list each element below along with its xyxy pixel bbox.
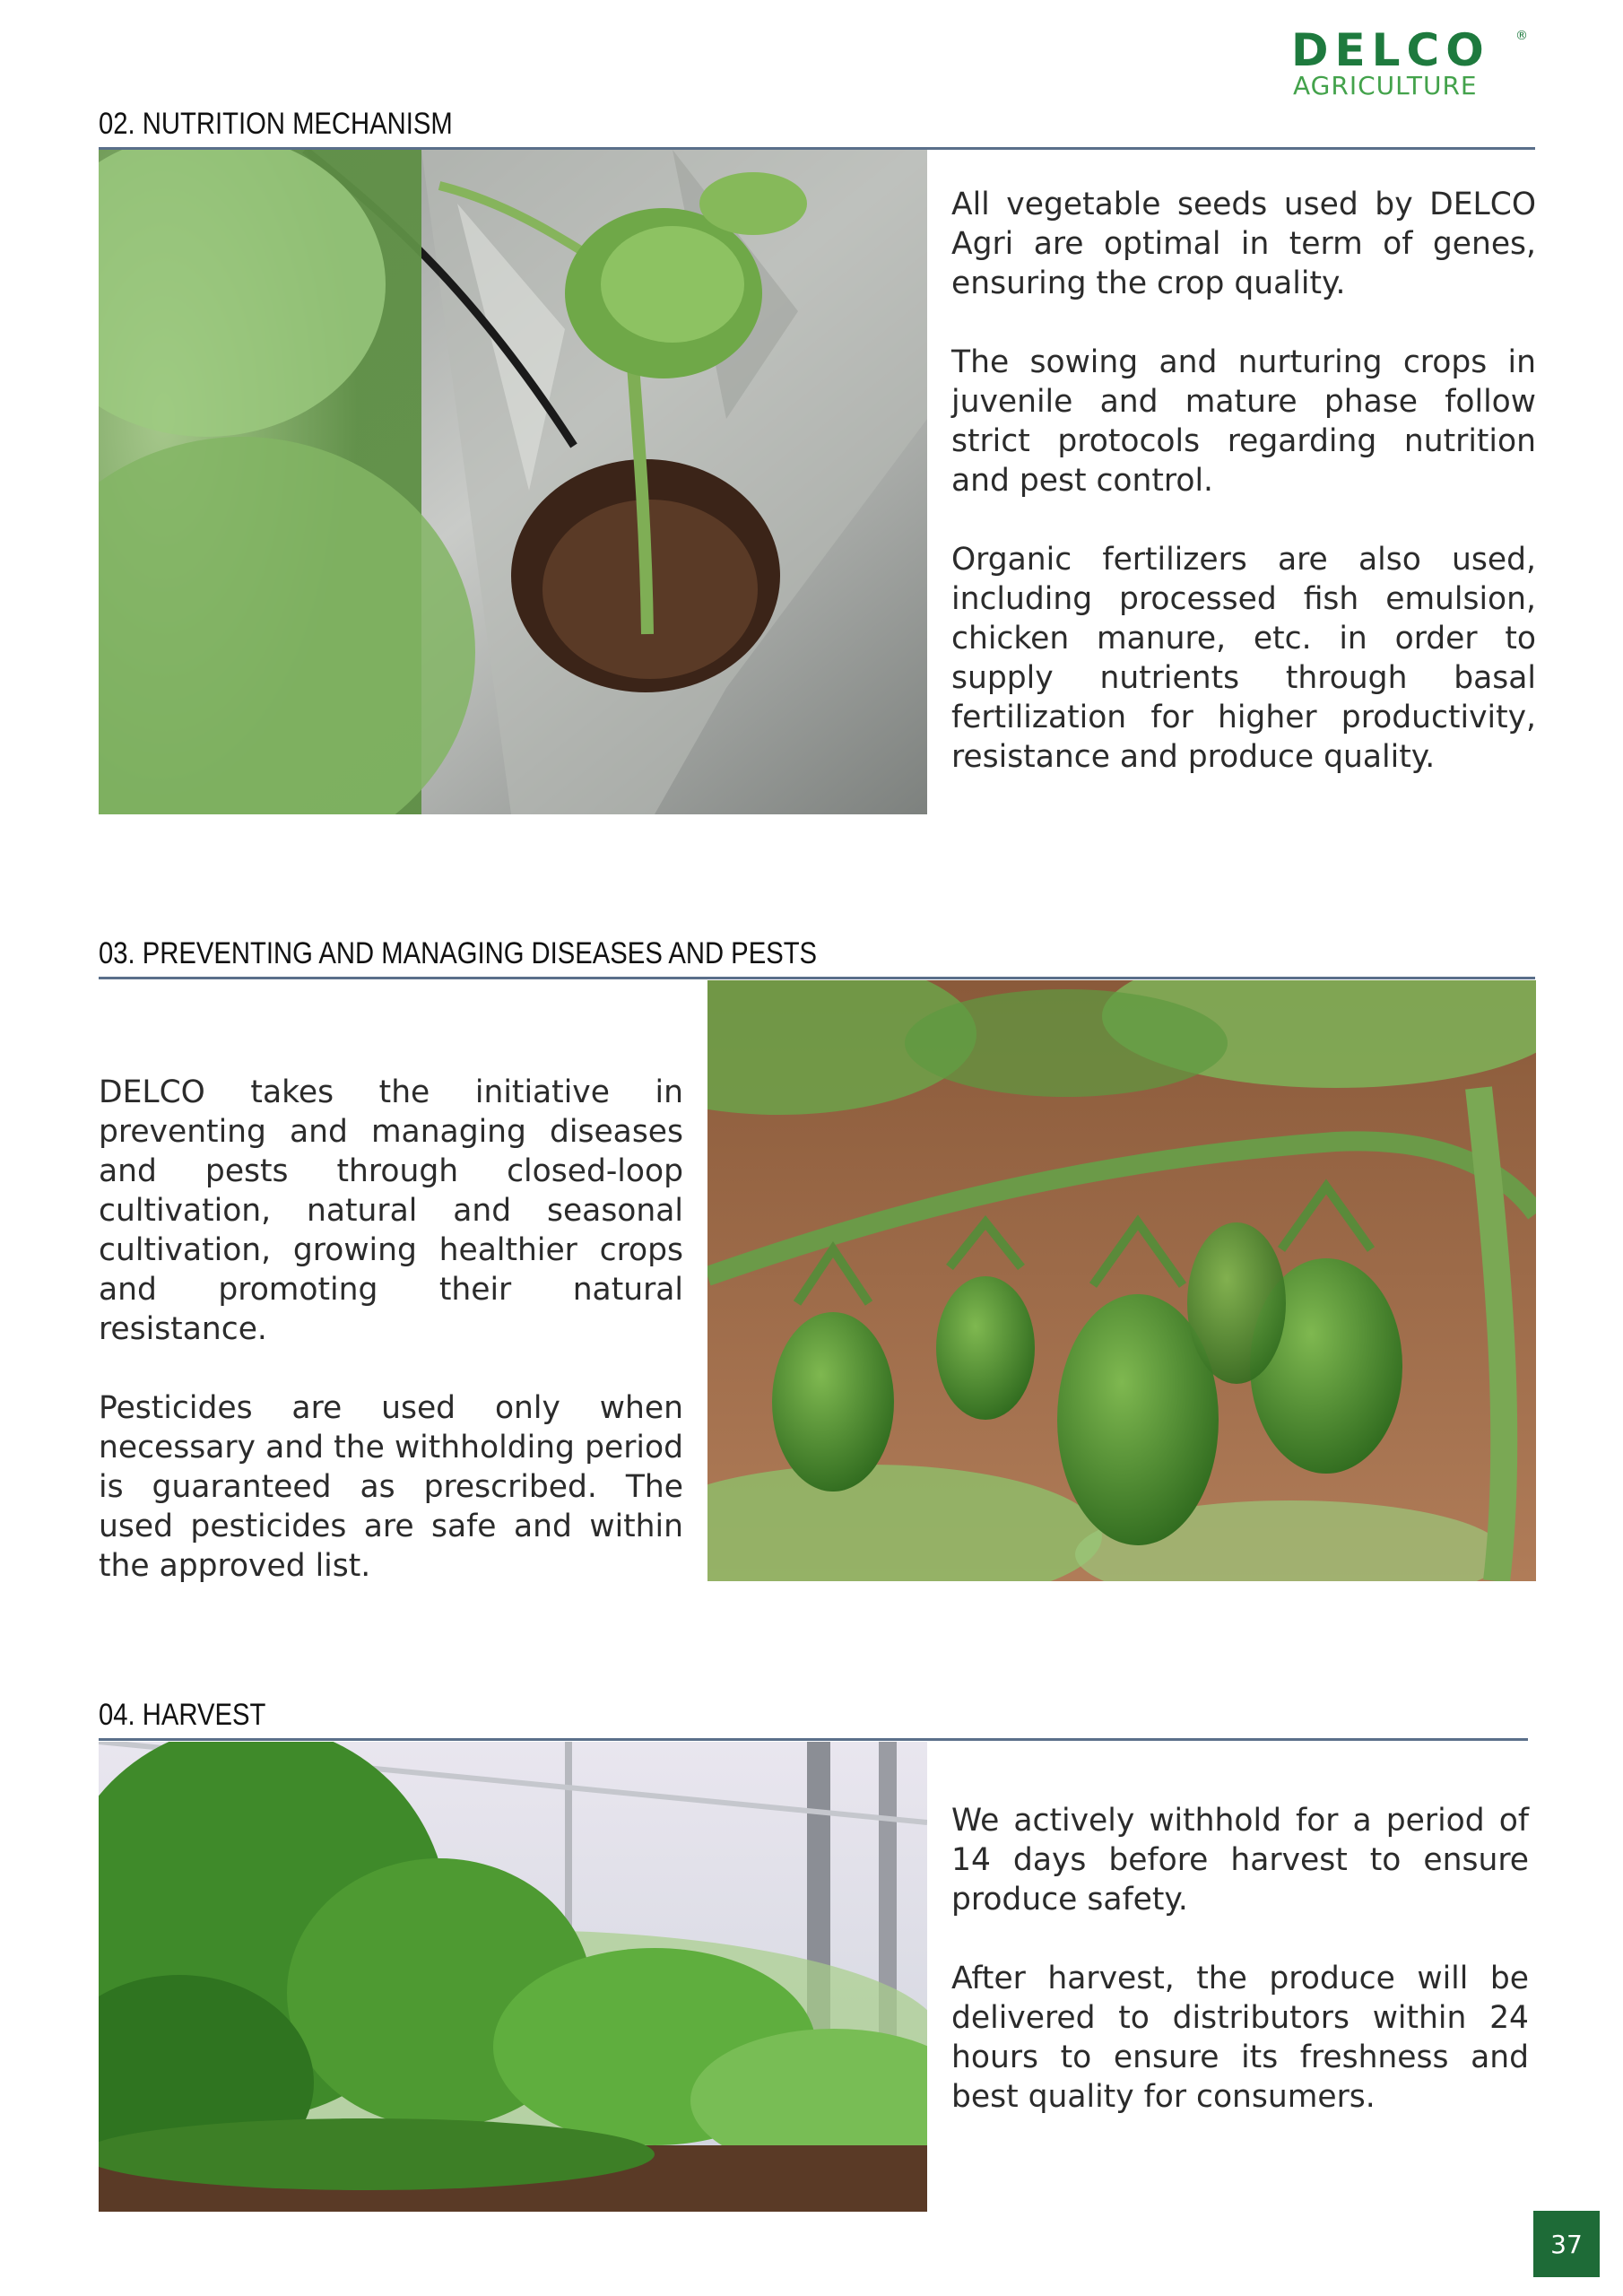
section-heading-diseases-pests: 03. PREVENTING AND MANAGING DISEASES AND PESTS <box>99 936 818 970</box>
seedling-photo <box>99 150 927 814</box>
paragraph: DELCO takes the initiative in preventing and managing diseases and pests through closed-loop cultivation, natural and seasonal cultivation, growing healthier crops and promoting their natural resistance. <box>99 1074 683 1347</box>
paragraph: Organic fertilizers are also used, including processed fish emulsion, chicken manure, etc. in order to supply nutrients through basal fertilization for higher productivity, resistance and produce quality. <box>951 542 1536 775</box>
page-number-badge: 37 <box>1533 2211 1600 2277</box>
delco-agriculture-logo <box>1291 24 1533 100</box>
logo-subtitle: AGRICULTURE <box>1293 71 1478 100</box>
section-heading-harvest: 04. HARVEST <box>99 1698 266 1732</box>
harvest-text <box>951 1801 1529 2117</box>
paragraph: All vegetable seeds used by DELCO Agri are optimal in term of genes, ensuring the crop quality. <box>951 187 1536 301</box>
leafy-greens-photo <box>99 1742 927 2212</box>
paragraph: The sowing and nurturing crops in juvenile and mature phase follow strict protocols regarding nutrition and pest control. <box>951 344 1536 499</box>
logo-wordmark: DELCO <box>1291 24 1490 76</box>
section-rule <box>99 1738 1528 1741</box>
diseases-pests-text <box>99 1073 683 1586</box>
paragraph: We actively withhold for a period of 14 days before harvest to ensure produce safety. <box>951 1803 1529 1918</box>
logo-registered-mark: ® <box>1515 29 1528 43</box>
paragraph: After harvest, the produce will be delivered to distributors within 24 hours to ensure its freshness and best quality for consumers. <box>951 1961 1529 2115</box>
section-rule <box>99 977 1535 979</box>
paragraph: Pesticides are used only when necessary and the withholding period is guaranteed as prescribed. The used pesticides are safe and within the approved list. <box>99 1390 683 1584</box>
green-tomatoes-photo <box>707 980 1536 1581</box>
section-heading-nutrition: 02. NUTRITION MECHANISM <box>99 107 453 141</box>
nutrition-text <box>951 185 1536 777</box>
